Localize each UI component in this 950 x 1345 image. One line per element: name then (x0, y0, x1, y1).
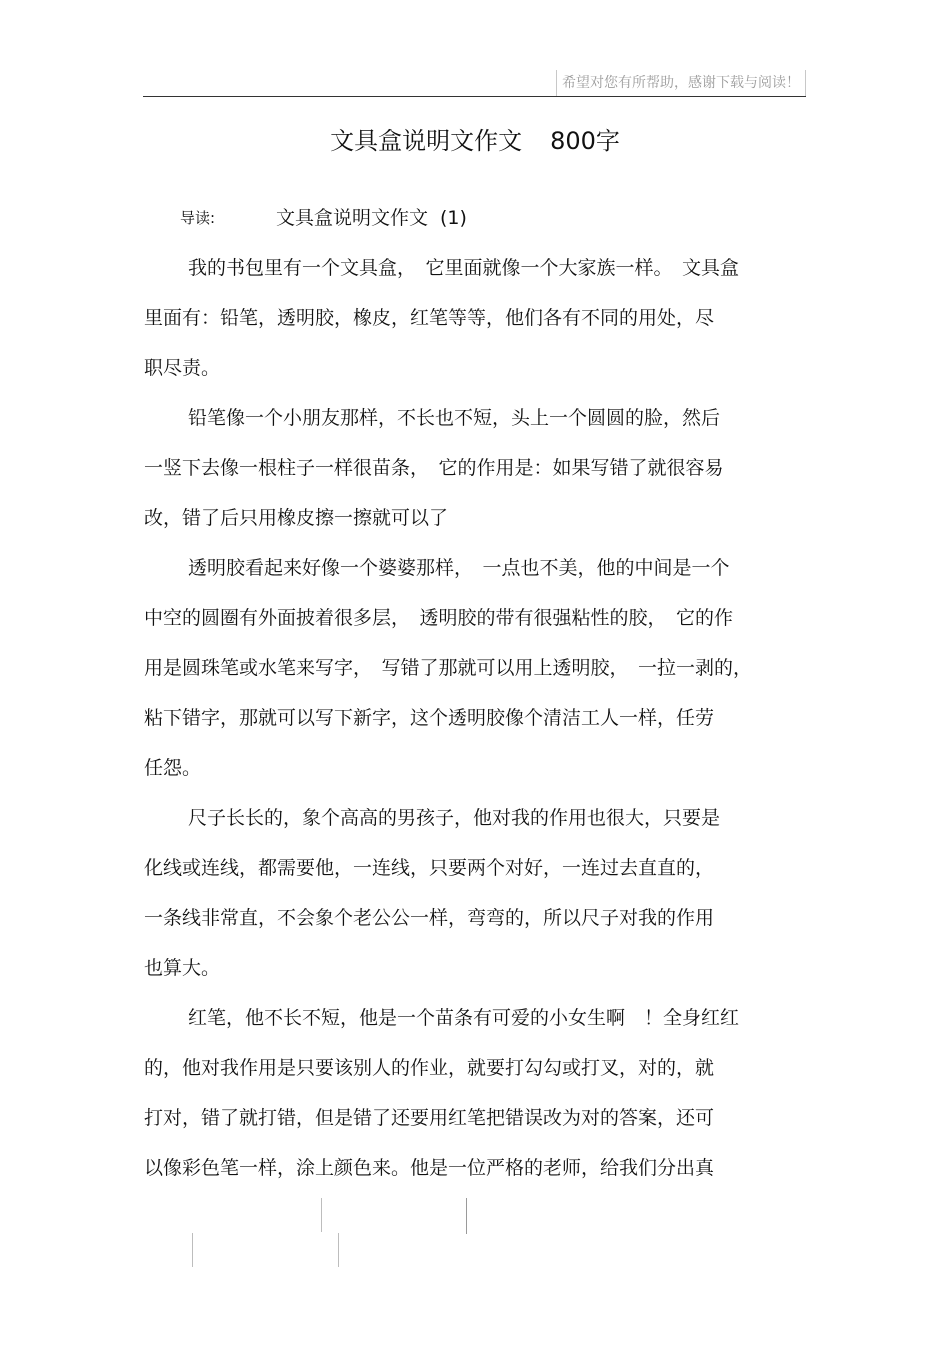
header-banner: 希望对您有所帮助，感谢下载与阅读！ (556, 70, 806, 96)
paragraph-line: 尺子长长的，象个高高的男孩子，他对我的作用也很大，只要是 (188, 807, 721, 829)
paragraph-ruler (144, 793, 806, 993)
scan-artifact-line (466, 1198, 467, 1234)
paragraph-line: 一竖下去像一根柱子一样很苗条， 它的作用是：如果写错了就很容易 (144, 457, 724, 479)
paragraph-line: 打对，错了就打错，但是错了还要用红笔把错误改为对的答案，还可 (144, 1107, 715, 1129)
document-title (0, 121, 950, 161)
paragraph-tape (144, 543, 806, 793)
paragraph-line: 用是圆珠笔或水笔来写字， 写错了那就可以用上透明胶， 一拉一剥的， (144, 657, 753, 679)
lead-subtitle (276, 203, 467, 233)
scan-artifact-line (192, 1233, 193, 1267)
paragraph-line: 红笔，他不长不短，他是一个苗条有可爱的小女生啊 ！全身红红 (188, 1007, 740, 1029)
title-number: 800字 (550, 127, 620, 155)
paragraph-line: 任怨。 (144, 757, 202, 779)
paragraph-red-pen (144, 993, 806, 1193)
header-rule (143, 96, 806, 97)
paragraph-line: 也算大。 (144, 957, 221, 979)
paragraph-line: 里面有：铅笔，透明胶，橡皮，红笔等等，他们各有不同的用处，尽 (144, 307, 715, 329)
paragraph-line: 改，错了后只用橡皮擦一擦就可以了 (144, 507, 449, 529)
paragraph-line: 职尽责。 (144, 357, 221, 379)
paragraph-pencil (144, 393, 806, 543)
lead-label: 导读: (180, 209, 216, 227)
document-body (144, 243, 806, 1193)
scan-artifact-line (338, 1233, 339, 1267)
paragraph-stationery-box (144, 243, 806, 393)
paragraph-line: 的，他对我作用是只要该别人的作业，就要打勾勾或打叉，对的，就 (144, 1057, 715, 1079)
paragraph-line: 粘下错字，那就可以写下新字，这个透明胶像个清洁工人一样，任劳 (144, 707, 715, 729)
paragraph-line: 透明胶看起来好像一个婆婆那样， 一点也不美，他的中间是一个 (188, 557, 730, 579)
paragraph-line: 我的书包里有一个文具盒， 它里面就像一个大家族一样。 文具盒 (188, 257, 740, 279)
paragraph-line: 化线或连线，都需要他，一连线，只要两个对好，一连过去直直的， (144, 857, 715, 879)
title-text: 文具盒说明文作文 (330, 127, 523, 155)
paragraph-line: 中空的圆圈有外面披着很多层， 透明胶的带有很强粘性的胶， 它的作 (144, 607, 734, 629)
subtitle-text: 文具盒说明文作文 (276, 207, 429, 229)
scan-artifact-line (321, 1198, 322, 1232)
paragraph-line: 以像彩色笔一样，涂上颜色来。他是一位严格的老师，给我们分出真 (144, 1157, 715, 1179)
paragraph-line: 铅笔像一个小朋友那样，不长也不短，头上一个圆圆的脸，然后 (188, 407, 721, 429)
paragraph-line: 一条线非常直，不会象个老公公一样，弯弯的，所以尺子对我的作用 (144, 907, 715, 929)
subtitle-number: (1) (440, 207, 467, 229)
